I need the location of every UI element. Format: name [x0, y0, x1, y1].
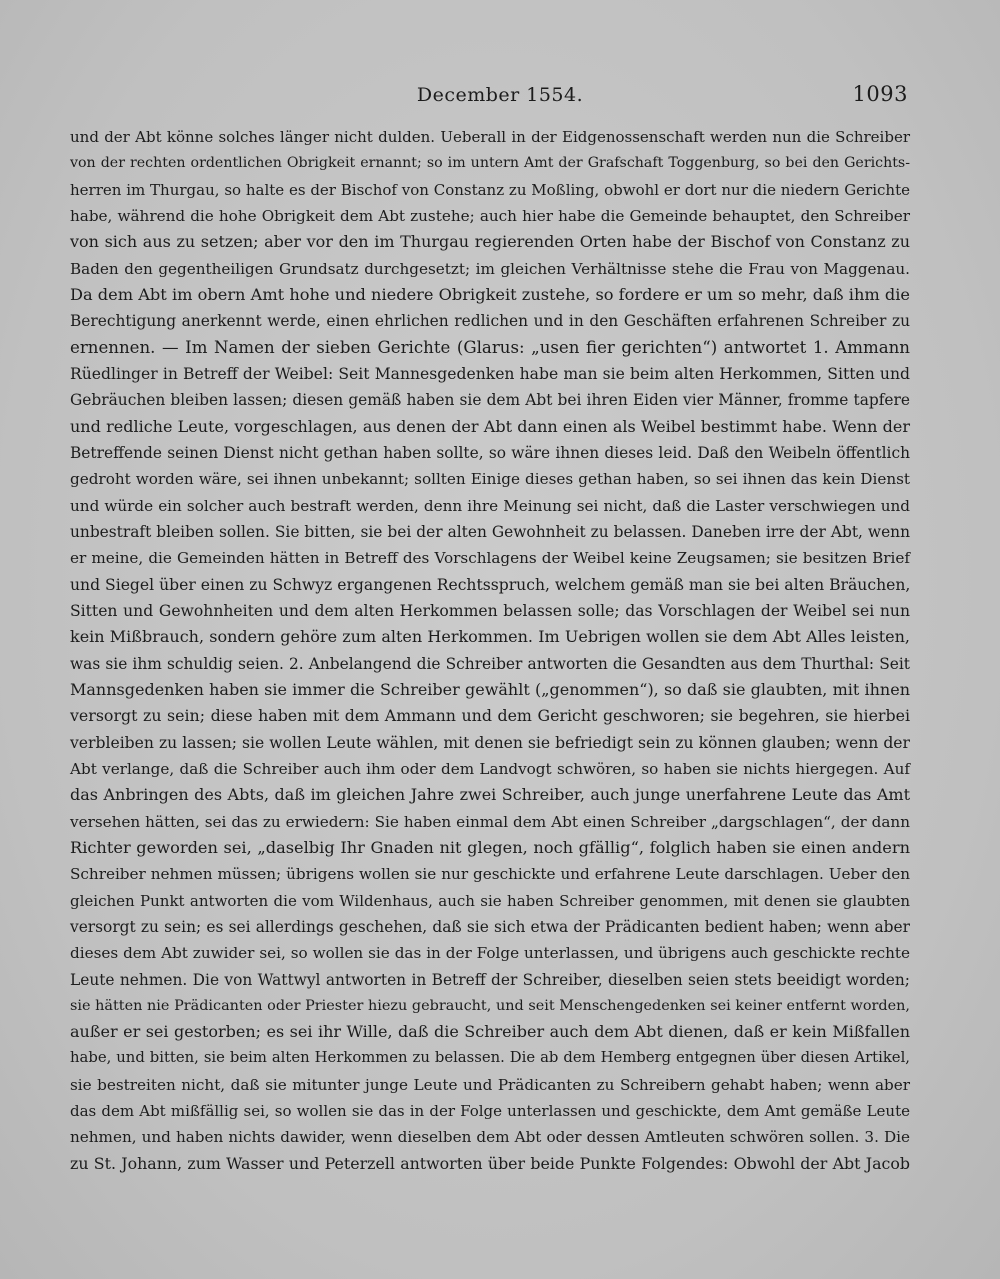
text-line: gedroht worden wäre, sei ihnen unbekannt; sollten Einige dieses gethan haben, so sei ihnen das kein Dienst: [70, 470, 910, 489]
text-line: ernennen. — Im Namen der sieben Gerichte (Glarus: „usen fier gerichten“) antwortet 1. Ammann: [70, 337, 910, 357]
text-line: Mannsgedenken haben sie immer die Schreiber gewählt („genommen“), so daß sie glaubten, mit ihnen: [70, 679, 910, 699]
text-line: und Siegel über einen zu Schwyz ergangenen Rechtsspruch, welchem gemäß man sie bei alten Bräuchen,: [70, 575, 911, 594]
running-head: [0, 80, 1000, 110]
text-line: sie hätten nie Prädicanten oder Priester hiezu gebraucht, und seit Menschengedenken sei keiner entfernt worden,: [70, 997, 910, 1014]
text-line: außer er sei gestorben; es sei ihr Wille, daß die Schreiber auch dem Abt dienen, daß er kein Mißfallen: [70, 1022, 910, 1042]
page-number: 1093: [852, 82, 908, 106]
text-line: von der rechten ordentlichen Obrigkeit ernannt; so im untern Amt der Grafschaft Toggenburg, so bei den Gerichts-: [70, 155, 910, 172]
text-line: gleichen Punkt antworten die vom Wildenhaus, auch sie haben Schreiber genommen, mit denen sie glaubten: [70, 891, 910, 910]
text-line: das Anbringen des Abts, daß im gleichen Jahre zwei Schreiber, auch junge unerfahrene Leute das Amt: [70, 785, 910, 805]
text-line: Richter geworden sei, „daselbig Ihr Gnaden nit glegen, noch gfällig“, folglich haben sie einen andern: [70, 837, 910, 857]
text-line: Sitten und Gewohnheiten und dem alten Herkommen belassen solle; das Vorschlagen der Weibel sei nun: [70, 601, 910, 620]
text-line: Abt verlange, daß die Schreiber auch ihm oder dem Landvogt schwören, so haben sie nichts hiergegen. Auf: [70, 759, 910, 778]
text-line: Da dem Abt im obern Amt hohe und niedere Obrigkeit zustehe, so fordere er um so mehr, daß ihm die: [70, 284, 910, 304]
text-line: Leute nehmen. Die von Wattwyl antworten in Betreff der Schreiber, dieselben seien stets beeidigt worden;: [70, 970, 910, 989]
text-line: und der Abt könne solches länger nicht dulden. Ueberall in der Eidgenossenschaft werden nun die Schreiber: [70, 128, 910, 146]
text-line: verbleiben zu lassen; sie wollen Leute wählen, mit denen sie befriedigt sein zu können glauben; wenn der: [70, 733, 910, 752]
text-line: kein Mißbrauch, sondern gehöre zum alten Herkommen. Im Uebrigen wollen sie dem Abt Alles leisten,: [70, 627, 910, 647]
text-line: habe, und bitten, sie beim alten Herkommen zu belassen. Die ab dem Hemberg entgegnen über diesen Artikel,: [70, 1049, 910, 1067]
text-line: Gebräuchen bleiben lassen; diesen gemäß haben sie dem Abt bei ihren Eiden vier Männer, fromme tapfere: [70, 391, 910, 410]
text-line: Baden den gegentheiligen Grundsatz durchgesetzt; im gleichen Verhältnisse stehe die Frau von Maggenau.: [70, 259, 910, 278]
text-line: dieses dem Abt zuwider sei, so wollen sie das in der Folge unterlassen, und übrigens auch geschickte rechte: [70, 944, 910, 963]
text-line: von sich aus zu setzen; aber vor den im Thurgau regierenden Orten habe der Bischof von Constanz zu: [70, 232, 910, 252]
text-line: und redliche Leute, vorgeschlagen, aus denen der Abt dann einen als Weibel bestimmt habe. Wenn der: [70, 416, 910, 436]
text-line: herren im Thurgau, so halte es der Bischof von Constanz zu Moßling, obwohl er dort nur die niedern Gerichte: [70, 180, 910, 199]
body-text: [70, 124, 910, 1177]
text-line: unbestraft bleiben sollen. Sie bitten, sie bei der alten Gewohnheit zu belassen. Daneben irre der Abt, wenn: [70, 522, 910, 541]
text-line: er meine, die Gemeinden hätten in Betreff des Vorschlagens der Weibel keine Zeugsamen; sie besitzen Brief: [70, 549, 910, 568]
text-line: habe, während die hohe Obrigkeit dem Abt zustehe; auch hier habe die Gemeinde behauptet, den Schreiber: [70, 206, 910, 225]
text-line: und würde ein solcher auch bestraft werden, denn ihre Meinung sei nicht, daß die Laster verschwiegen und: [70, 496, 910, 515]
text-line: Schreiber nehmen müssen; übrigens wollen sie nur geschickte und erfahrene Leute darschlagen. Ueber den: [70, 865, 910, 884]
text-line: versorgt zu sein; es sei allerdings geschehen, daß sie sich etwa der Prädicanten bedient haben; wenn aber: [70, 917, 910, 936]
text-line: Berechtigung anerkennt werde, einen ehrlichen redlichen und in den Geschäften erfahrenen Schreiber zu: [70, 312, 910, 331]
text-line: das dem Abt mißfällig sei, so wollen sie das in der Folge unterlassen und geschickte, dem Amt gemäße Leute: [70, 1102, 910, 1121]
text-line: was sie ihm schuldig seien. 2. Anbelangend die Schreiber antworten die Gesandten aus dem Thurthal: Seit: [70, 654, 910, 673]
text-line: versorgt zu sein; diese haben mit dem Ammann und dem Gericht geschworen; sie begehren, sie hierbei: [70, 706, 910, 726]
text-line: sie bestreiten nicht, daß sie mitunter junge Leute und Prädicanten zu Schreibern gehabt haben; wenn aber: [70, 1075, 910, 1094]
text-line: versehen hätten, sei das zu erwiedern: Sie haben einmal dem Abt einen Schreiber „dargschlagen“, der dann: [70, 812, 910, 831]
running-title: December 1554.: [416, 84, 584, 106]
text-line: Rüedlinger in Betreff der Weibel: Seit Mannesgedenken habe man sie beim alten Herkommen, Sitten und: [70, 364, 910, 383]
text-line: zu St. Johann, zum Wasser und Peterzell antworten über beide Punkte Folgendes: Obwohl der Abt Jacob: [70, 1153, 910, 1173]
text-line: nehmen, und haben nichts dawider, wenn dieselben dem Abt oder dessen Amtleuten schwören sollen. 3. Die: [70, 1128, 910, 1147]
text-line: Betreffende seinen Dienst nicht gethan haben sollte, so wäre ihnen dieses leid. Daß den Weibeln öffentlich: [70, 443, 910, 462]
